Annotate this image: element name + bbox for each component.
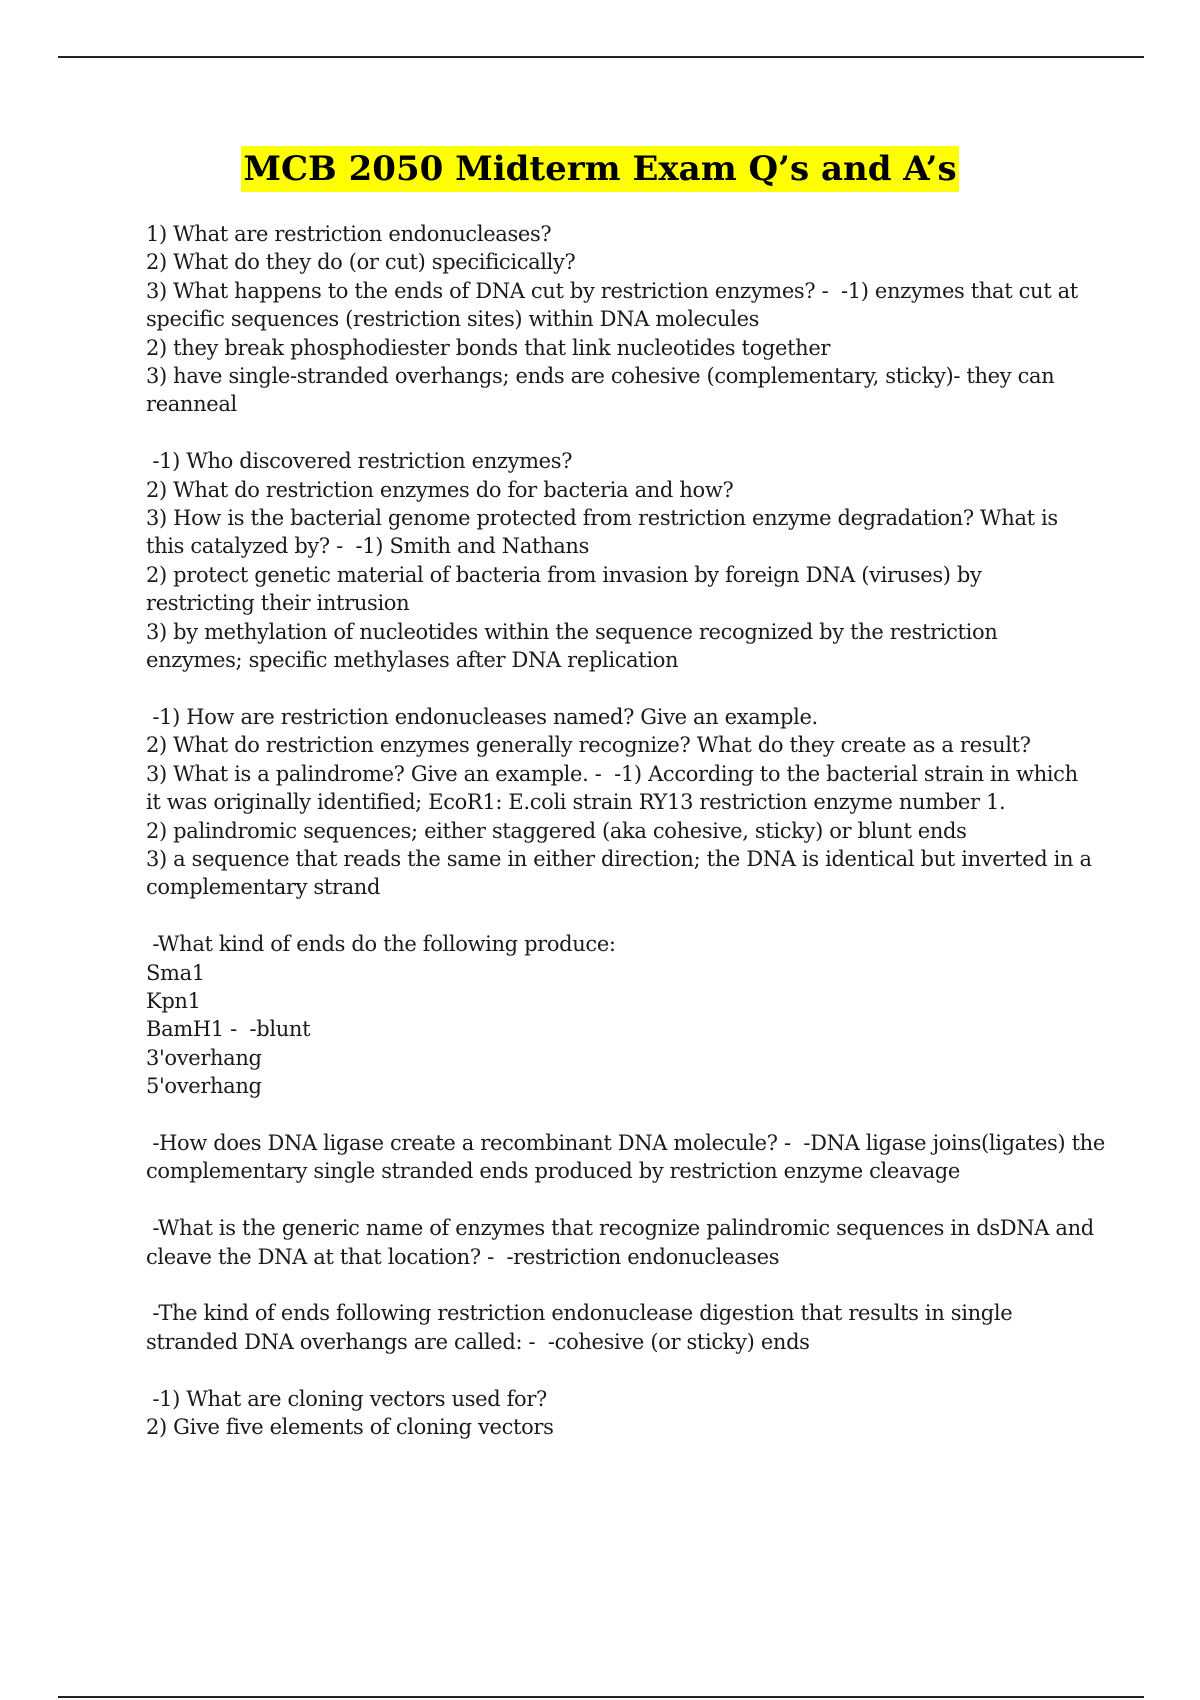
text-line: 3) have single-stranded overhangs; ends are cohesive (complementary, sticky)- they can: [146, 364, 1055, 389]
text-line: 2) palindromic sequences; either staggered (aka cohesive, sticky) or blunt ends: [146, 818, 967, 843]
text-line: -How does DNA ligase create a recombinant DNA molecule? - -DNA ligase joins(ligates) the: [146, 1130, 1105, 1155]
text-line: 3) What happens to the ends of DNA cut by restriction enzymes? - -1) enzymes that cut at: [146, 278, 1078, 303]
text-line: -The kind of ends following restriction endonuclease digestion that results in single: [146, 1301, 1013, 1326]
text-line: 3) a sequence that reads the same in either direction; the DNA is identical but inverted in a: [146, 846, 1092, 871]
bottom-rule: [58, 1696, 1144, 1698]
text-line: 2) they break phosphodiester bonds that link nucleotides together: [146, 335, 831, 360]
text-line: 1) What are restriction endonucleases?: [146, 222, 552, 246]
qa-block: [146, 447, 1096, 674]
document-body: [146, 220, 1105, 1470]
qa-block: [146, 1299, 1096, 1356]
text-line: -What kind of ends do the following produce:: [146, 932, 616, 957]
text-line: complementary single stranded ends produced by restriction enzyme cleavage: [146, 1159, 960, 1184]
qa-block: [146, 1129, 1105, 1186]
text-line: this catalyzed by? - -1) Smith and Nathans: [146, 534, 590, 559]
text-line: 5'overhang: [146, 1074, 262, 1099]
text-line: specific sequences (restriction sites) within DNA molecules: [146, 307, 760, 332]
top-rule: [58, 56, 1144, 58]
text-line: Sma1: [146, 960, 205, 985]
text-line: -1) How are restriction endonucleases named? Give an example.: [146, 704, 818, 729]
text-line: -What is the generic name of enzymes that recognize palindromic sequences in dsDNA and: [146, 1216, 1094, 1241]
text-line: reanneal: [146, 392, 237, 417]
text-line: 3) How is the bacterial genome protected from restriction enzyme degradation? What is: [146, 506, 1058, 531]
text-line: -1) What are cloning vectors used for?: [146, 1386, 547, 1411]
text-line: enzymes; specific methylases after DNA replication: [146, 648, 679, 673]
qa-block: [146, 703, 1096, 902]
qa-block: [146, 220, 1096, 419]
document-title: MCB 2050 Midterm Exam Q’s and A’s: [241, 146, 958, 192]
text-line: it was originally identified; EcoR1: E.coli strain RY13 restriction enzyme number 1.: [146, 790, 1006, 815]
qa-block: [146, 930, 1096, 1100]
text-line: -1) Who discovered restriction enzymes?: [146, 449, 573, 474]
text-line: 3) by methylation of nucleotides within the sequence recognized by the restriction: [146, 619, 998, 644]
text-line: 2) What do restriction enzymes generally recognize? What do they create as a result?: [146, 733, 1031, 758]
text-line: 3) What is a palindrome? Give an example. - -1) According to the bacterial strain in which: [146, 761, 1078, 786]
title-container: [0, 146, 1200, 192]
text-line: 2) What do restriction enzymes do for bacteria and how?: [146, 477, 734, 502]
qa-block: [146, 1214, 1096, 1271]
text-line: Kpn1: [146, 988, 201, 1013]
qa-block: [146, 1385, 1096, 1442]
text-line: restricting their intrusion: [146, 591, 410, 616]
text-line: 3'overhang: [146, 1045, 262, 1070]
text-line: 2) protect genetic material of bacteria from invasion by foreign DNA (viruses) by: [146, 562, 982, 587]
text-line: stranded DNA overhangs are called: - -cohesive (or sticky) ends: [146, 1329, 810, 1354]
text-line: complementary strand: [146, 875, 381, 900]
text-line: cleave the DNA at that location? - -restriction endonucleases: [146, 1244, 780, 1269]
text-line: 2) What do they do (or cut) specificically?: [146, 250, 576, 275]
text-line: BamH1 - -blunt: [146, 1017, 311, 1042]
text-line: 2) Give five elements of cloning vectors: [146, 1414, 554, 1439]
